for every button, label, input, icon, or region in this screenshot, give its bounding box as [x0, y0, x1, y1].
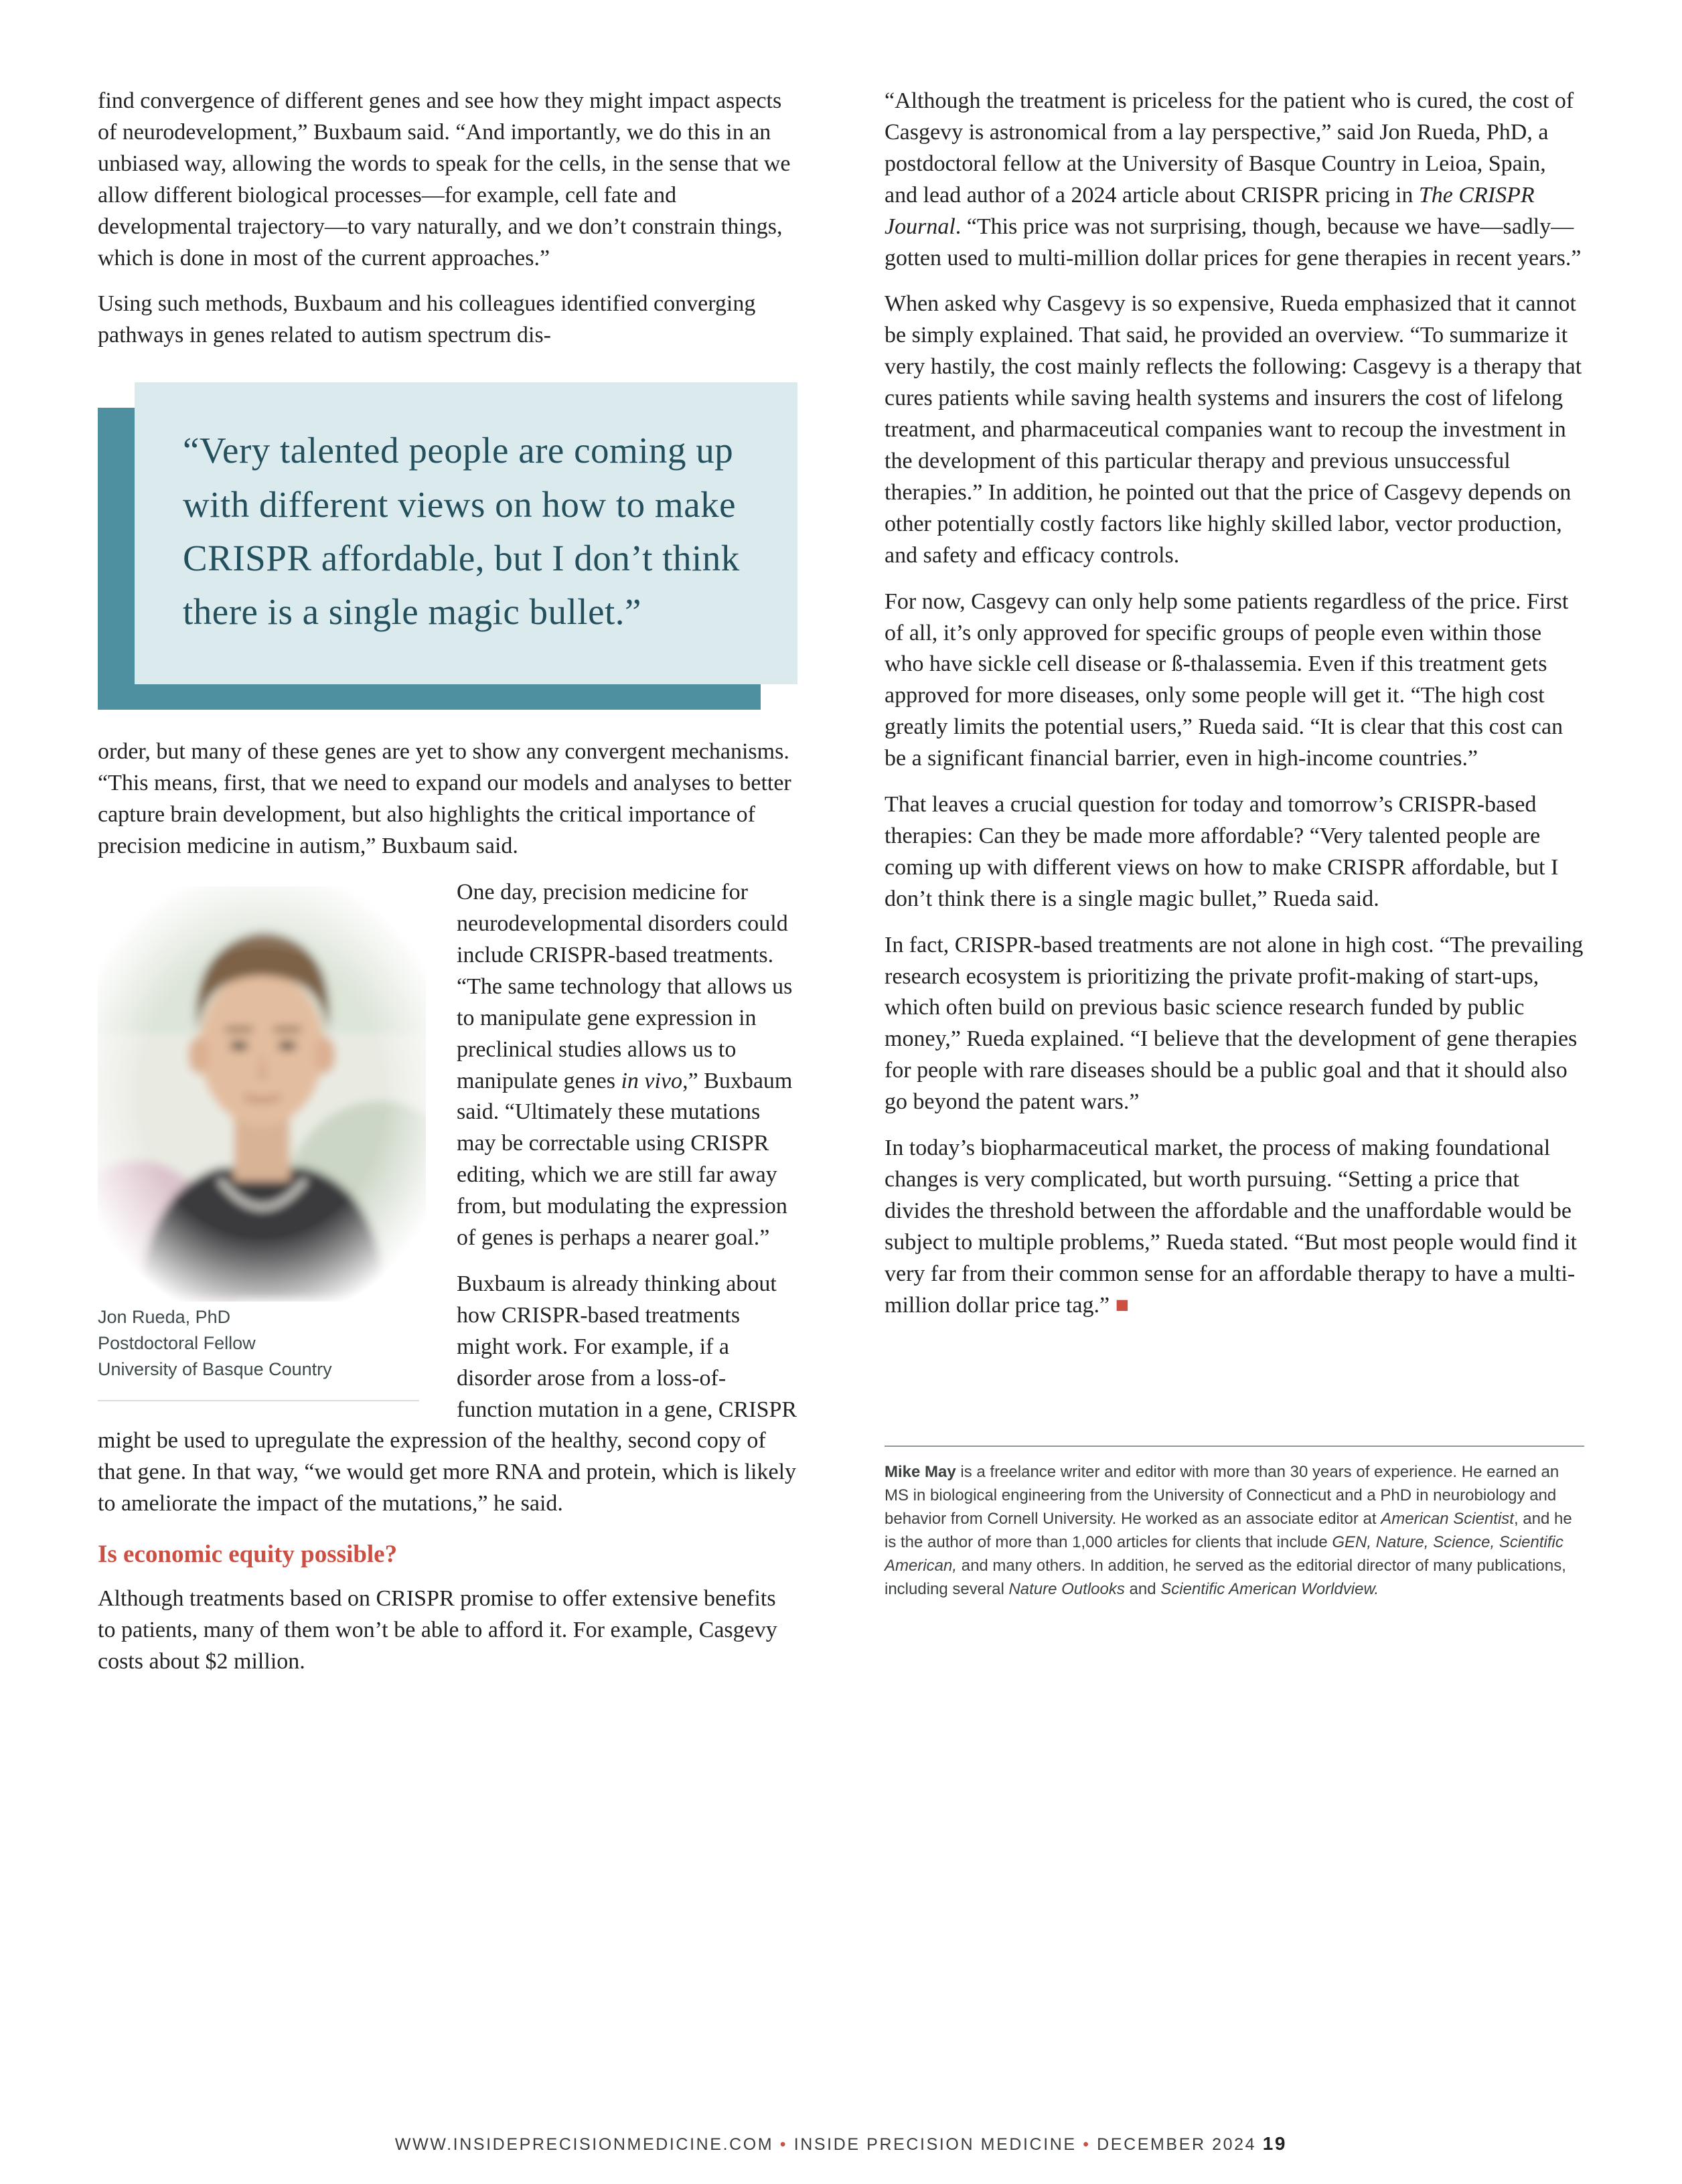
body-paragraph: “Although the treatment is priceless for the patient who is cured, the cost of Casgevy is astronomical from a lay perspective,” said Jon Rueda, PhD, a postdoctoral fellow at the University of Basque Country in Leioa, Spain, and lead author of a 2024 article about CRISPR pricing in The CRISPR Journal. “This price was not surprising, though, because we have—sadly—gotten used to multi-million dollar prices for gene therapies in recent years.” — [885, 88, 1582, 270]
pull-quote-box — [135, 382, 797, 684]
right-column — [885, 86, 1584, 1693]
body-paragraph: Although treatments based on CRISPR promise to offer extensive benefits to patients, many of them won’t be able to afford it. For example, Casgevy costs about $2 million. — [98, 1586, 777, 1674]
body-paragraph: For now, Casgevy can only help some patients regardless of the price. First of all, it’s only approved for specific groups of people even within those who have sickle cell disease or ß-thalassemia. Even if this treatment gets approved for more diseases, only some people will get it. “The high cost greatly limits the potential users,” Rueda said. “It is clear that this cost can be a significant financial barrier, even in high-income countries.” — [885, 589, 1569, 771]
jon-rueda-portrait-photo — [98, 886, 426, 1302]
page-footer: WWW.INSIDEPRECISIONMEDICINE.COM • INSIDE PRECISION MEDICINE • DECEMBER 2024 19 — [394, 2133, 1288, 2154]
body-paragraph: Using such methods, Buxbaum and his colleagues identified converging pathways in genes related to autism spectrum dis- — [98, 291, 756, 348]
left-top-paragraphs — [98, 86, 797, 352]
photo-caption — [98, 1304, 427, 1383]
left-bottom-paragraphs — [98, 1583, 797, 1678]
pull-quote-text: “Very talented people are coming up with different views on how to make CRISPR affordable, but I don’t think there is a single magic bullet.” — [183, 430, 740, 633]
body-paragraph: order, but many of these genes are yet to show any convergent mechanisms. “This means, first, that we need to expand our models and analyses to better capture brain development, but also highlights the critical importance of precision medicine in autism,” Buxbaum said. — [98, 739, 791, 859]
equity-section-heading: Is economic equity possible? — [98, 1541, 398, 1569]
body-paragraph: find convergence of different genes and see how they might impact aspects of neurodevelopment,” Buxbaum said. “And importantly, we do this in an unbiased way, allowing the words to speak for the cells, in the sense that we allow different biological processes—for example, cell fate and developmental trajectory—to vary naturally, and we don’t constrain things, which is done in most of the current approaches.” — [98, 88, 791, 270]
photo-text-section — [98, 877, 797, 1520]
body-paragraph: In fact, CRISPR-based treatments are not alone in high cost. “The prevailing research ecosystem is prioritizing the private profit-making of start-ups, which often build on previous basic science research funded by public money,” Rueda explained. “I believe that the development of gene therapies for people with rare diseases should be a public goal and that it should also go beyond the patent wars.” — [885, 932, 1584, 1115]
body-paragraph: One day, precision medicine for neurodevelopmental disorders could include CRISPR-based treatments. “The same technology that allows us to manipulate gene expression in preclinical studies allows us to manipulate genes in vivo,” Buxbaum said. “Ultimately these mutations may be correctable using CRISPR editing, which we are still far away from, but modulating the expression of genes is perhaps a nearer goal.” — [457, 880, 793, 1251]
photo-caption-line: Jon Rueda, PhD — [98, 1307, 231, 1328]
jon-rueda-photo-figure — [98, 886, 427, 1401]
portrait-illustration — [98, 886, 426, 1302]
body-paragraph: Buxbaum is already thinking about how CRISPR-based treatments might work. For example, if a disorder arose from a loss-of-function mutation in a gene, CRISPR might be used to upregulate the expression of the healthy, second copy of that gene. In that way, “we would get more RNA and protein, which is likely to ameliorate the impact of the mutations,” he said. — [98, 1271, 797, 1516]
photo-caption-line: Postdoctoral Fellow — [98, 1333, 256, 1354]
author-bio: Mike May is a freelance writer and editor with more than 30 years of experience. He earned an MS in biological engineering from the University of Connecticut and a PhD in neurobiology and behavior from Cornell University. He worked as an associate editor at American Scientist, and he is the author of more than 1,000 articles for clients that include GEN, Nature, Science, Scientific American, and many others. In addition, he served as the editorial director of many publications, including several Nature Outlooks and Scientific American Worldview. — [885, 1446, 1584, 1601]
body-paragraph: In today’s biopharmaceutical market, the process of making foundational changes is very complicated, but worth pursuing. “Setting a price that divides the threshold between the affordable and the unaffordable would be subject to multiple problems,” Rueda stated. “But most people would find it very far from their common sense for an affordable therapy to have a multi-million dollar price tag.” ■ — [885, 1136, 1577, 1318]
body-paragraph: That leaves a crucial question for today and tomorrow’s CRISPR-based therapies: Can they be made more affordable? “Very talented people are coming up with different views on how to make CRISPR affordable, but I don’t think there is a single magic bullet,” Rueda said. — [885, 792, 1559, 911]
body-paragraph: When asked why Casgevy is so expensive, Rueda emphasized that it cannot be simply explained. That said, he provided an overview. “To summarize it very hastily, the cost mainly reflects the following: Casgevy is a therapy that cures patients while saving health systems and insurers the cost of lifelong treatment, and pharmaceutical companies want to recoup the investment in the development of this particular therapy and previous unsuccessful therapies.” In addition, he pointed out that the price of Casgevy depends on other potentially costly factors like highly skilled labor, vector production, and safety and efficacy controls. — [885, 291, 1582, 568]
right-paragraphs — [885, 86, 1584, 1322]
left-column — [98, 86, 797, 1693]
left-mid-paragraphs — [98, 736, 797, 862]
photo-caption-line: University of Basque Country — [98, 1359, 332, 1380]
caption-divider — [98, 1400, 419, 1401]
pull-quote-block — [135, 382, 797, 684]
